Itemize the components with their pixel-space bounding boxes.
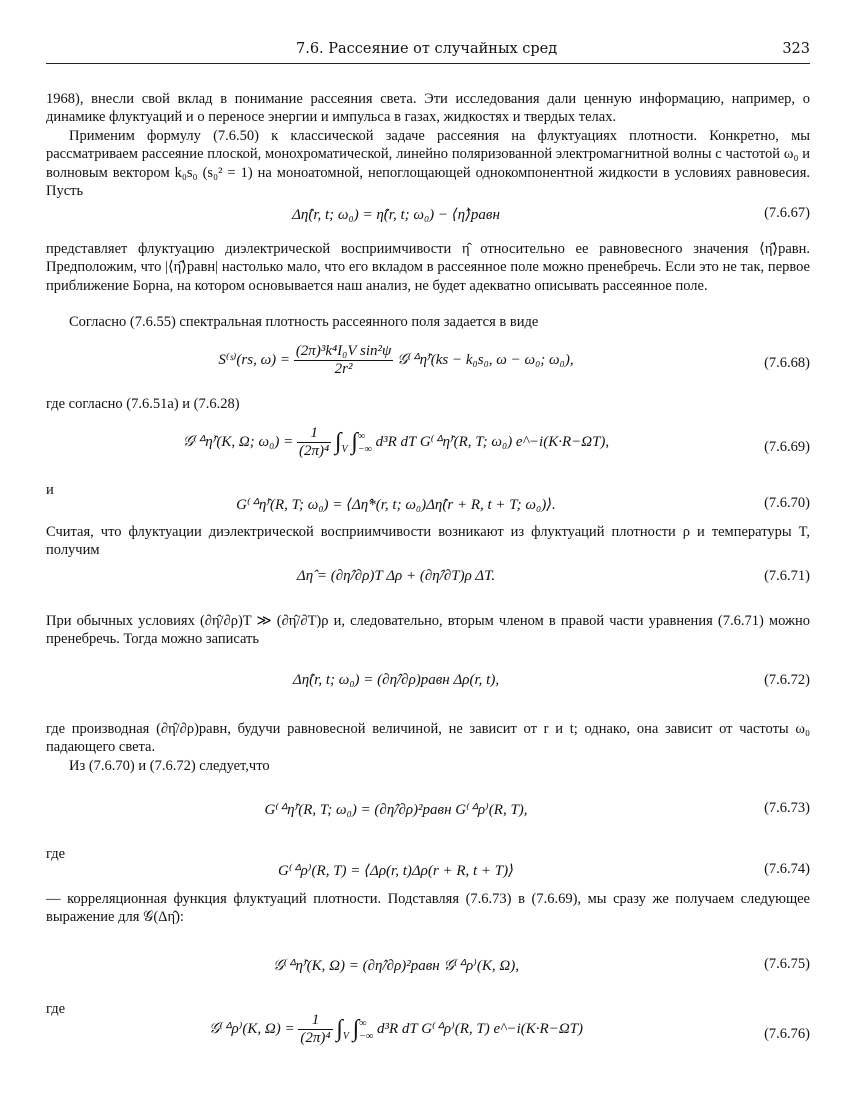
fraction xyxy=(294,343,394,378)
equation-number: (7.6.76) xyxy=(764,1026,810,1042)
paragraph-12: — корреляционная функция флуктуаций плотности. Подставляя (7.6.73) в (7.6.69), мы сразу же получаем следующее выражение для 𝒢(Δη̂): xyxy=(46,891,810,926)
fraction xyxy=(297,425,331,460)
numerator: 1 xyxy=(297,425,331,443)
header-rule xyxy=(46,63,810,64)
equation-7-6-76 xyxy=(0,1012,810,1060)
equation-body: 𝒢⁽ᐞη̂⁾(K, Ω) = (∂η̂/∂ρ)²равн 𝒢⁽ᐞρ⁾(K, Ω), xyxy=(273,958,519,974)
paragraph-10: Из (7.6.70) и (7.6.72) следует,что xyxy=(69,758,270,774)
equation-7-6-72 xyxy=(0,672,810,706)
equation-number: (7.6.67) xyxy=(764,205,810,221)
equation-body xyxy=(46,1012,746,1047)
equation-7-6-71 xyxy=(0,568,810,602)
eq-rhs: d³R dT G⁽ᐞη̂⁾(R, T; ω₀) e^−i(K·R−ΩT), xyxy=(375,433,610,450)
paragraph-1: 1968), внесли свой вклад в понимание рассеяния света. Эти исследования дали ценную информацию, например, о динамике флуктуаций и о переносе энергии и импульса в газах, жидкостях и твердых телах. xyxy=(46,91,810,126)
integral-limits: V xyxy=(342,1030,350,1042)
paragraph-8: При обычных условиях (∂η̂/∂ρ)T ≫ (∂η̂/∂T)ρ и, следовательно, вторым членом в правой части уравнения (7.6.71) можно пренебречь. Тогда можно записать xyxy=(46,613,810,648)
equation-body: Δη̂ = (∂η̂/∂ρ)T Δρ + (∂η̂/∂T)ρ ΔT. xyxy=(296,568,496,584)
denominator: (2π)⁴ xyxy=(298,443,330,459)
integral-sign: ∫ xyxy=(352,1016,360,1042)
integral-limits: ∞ −∞ xyxy=(357,430,372,455)
paragraph-2: Применим формулу (7.6.50) к классической задаче рассеяния на флуктуациях плотности. Конкретно, мы рассматриваем рассеяние плоской, монохроматической, линейно поляризованной электромагнитной волны с частотой ω₀ и волновым вектором k₀s₀ (s₀² = 1) на моноатомной, непоглощающей однокомпонентной жидкости в условиях равновесия. Пусть xyxy=(46,128,810,199)
integral-sign: ∫ xyxy=(334,429,342,455)
denominator: (2π)⁴ xyxy=(300,1030,331,1046)
paragraph-4: Согласно (7.6.55) спектральная плотность рассеянного поля задается в виде xyxy=(69,314,539,330)
paragraph-7: Считая, что флуктуации диэлектрической восприимчивости возникают из флуктуаций плотности ρ и температуры T, получим xyxy=(46,524,810,559)
numerator: 1 xyxy=(298,1012,332,1030)
equation-7-6-68 xyxy=(0,343,810,383)
integral-limits: ∞ −∞ xyxy=(359,1017,374,1042)
equation-body: G⁽ᐞρ⁾(R, T) = ⟨Δρ(r, t)Δρ(r + R, t + T)⟩ xyxy=(278,863,514,879)
integral-limits: V xyxy=(341,443,348,455)
equation-number: (7.6.69) xyxy=(764,439,810,455)
equation-body: G⁽ᐞη̂⁾(R, T; ω₀) = ⟨Δη̂*(r, t; ω₀)Δη̂(r + R, t + T; ω₀)⟩. xyxy=(236,497,556,513)
paragraph-9: где производная (∂η̂/∂ρ)равн, будучи равновесной величиной, не зависит от r и t; однако, она зависит от частоты ω₀ падающего света. xyxy=(46,721,810,756)
paragraph-11: где xyxy=(46,846,66,862)
paragraph-5: где согласно (7.6.51a) и (7.6.28) xyxy=(46,396,240,412)
eq-rhs: 𝒢⁽ᐞη̂⁾(ks − k₀s₀, ω − ω₀; ω₀), xyxy=(397,351,574,368)
section-title: 7.6. Рассеяние от случайных сред xyxy=(296,41,558,57)
equation-7-6-73 xyxy=(0,800,810,834)
equation-7-6-67 xyxy=(0,205,810,239)
running-header xyxy=(46,41,810,65)
integral-sign: ∫ xyxy=(336,1016,343,1042)
equation-body: Δη̂(r, t; ω₀) = (∂η̂/∂ρ)равн Δρ(r, t), xyxy=(292,672,500,688)
equation-body xyxy=(46,425,746,460)
eq-lhs: S⁽ˢ⁾(rs, ω) = xyxy=(218,351,291,368)
equation-7-6-75 xyxy=(0,956,810,990)
equation-number: (7.6.74) xyxy=(764,861,810,877)
equation-number: (7.6.73) xyxy=(764,800,810,816)
denominator: 2r² xyxy=(334,361,353,377)
eq-lhs: 𝒢⁽ᐞη̂⁾(K, Ω; ω₀) = xyxy=(182,433,294,450)
equation-body: G⁽ᐞη̂⁾(R, T; ω₀) = (∂η̂/∂ρ)²равн G⁽ᐞρ⁾(R, T), xyxy=(264,802,528,818)
paragraph-6: и xyxy=(46,482,54,498)
integral-sign: ∫ xyxy=(351,429,358,455)
equation-number: (7.6.71) xyxy=(764,568,810,584)
eq-lhs: 𝒢⁽ᐞρ⁾(K, Ω) = xyxy=(208,1020,295,1037)
equation-body: Δη̂(r, t; ω₀) = η̂(r, t; ω₀) − ⟨η̂⟩равн xyxy=(292,207,500,223)
equation-7-6-69 xyxy=(0,425,810,473)
paragraph-3: представляет флуктуацию диэлектрической восприимчивости η̂ относительно ее равновесного значения ⟨η̂⟩равн. Предположим, что |⟨η̂⟩равн| настолько мало, что его вкладом в рассеянное поле можно пренебречь. Если это не так, первое приближение Борна, на котором основывается наш анализ, не будет адекватно описывать рассеянное поле. xyxy=(46,241,810,294)
paragraph-13: где xyxy=(46,1001,66,1017)
page-number: 323 xyxy=(782,41,810,57)
numerator: (2π)³k⁴I₀V sin²ψ xyxy=(295,343,392,359)
equation-body xyxy=(46,343,746,378)
equation-number: (7.6.75) xyxy=(764,956,810,972)
fraction xyxy=(298,1012,332,1047)
equation-number: (7.6.72) xyxy=(764,672,810,688)
eq-rhs: d³R dT G⁽ᐞρ⁾(R, T) e^−i(K·R−ΩT) xyxy=(376,1020,583,1037)
equation-number: (7.6.70) xyxy=(764,495,810,511)
equation-number: (7.6.68) xyxy=(764,355,810,371)
